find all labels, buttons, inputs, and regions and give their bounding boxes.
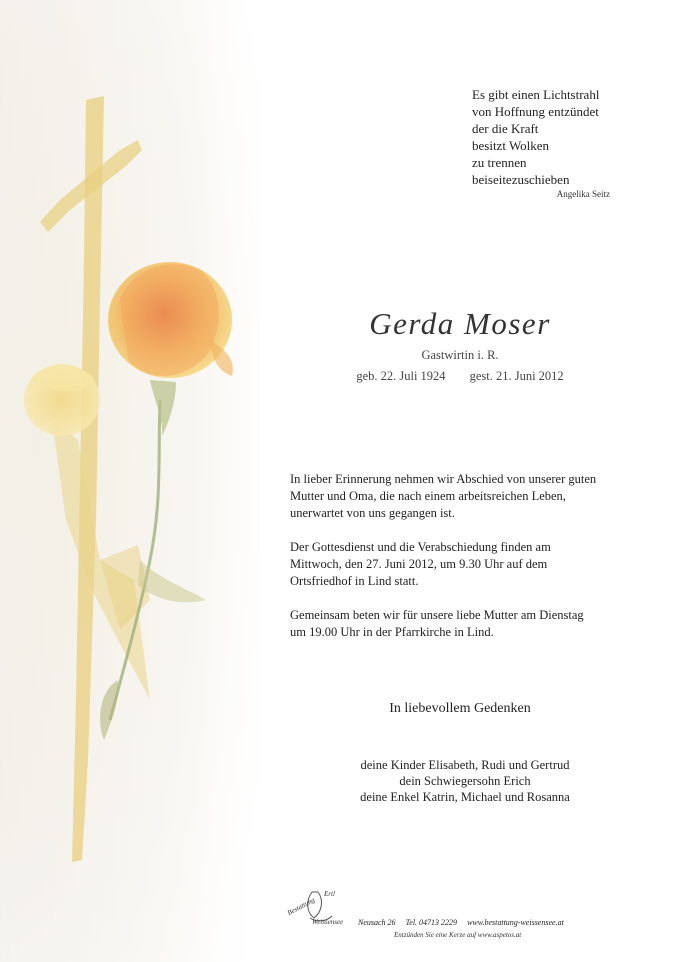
funeral-home-logo [282, 888, 372, 938]
service-paragraph [290, 539, 650, 590]
poem [472, 86, 662, 200]
family-line: dein Schwiegersohn Erich [399, 774, 531, 788]
text-line: Mutter und Oma, die nach einem arbeitsreichen Leben, [290, 489, 566, 503]
poem-line: besitzt Wolken [472, 138, 550, 153]
text-line: In lieber Erinnerung nehmen wir Abschied von unserer guten [290, 472, 597, 486]
logo-text: Bestattung [286, 895, 317, 918]
text-line: Ortsfriedhof in Lind statt. [290, 574, 419, 588]
announcement-text [290, 471, 650, 658]
deceased-name: Gerda Moser [369, 306, 551, 341]
family-line: deine Kinder Elisabeth, Rudi und Gertrud [360, 758, 570, 772]
announcement-paragraph [290, 471, 650, 522]
text-line: unerwartet von uns gegangen ist. [290, 506, 455, 520]
poem-line: Es gibt einen Lichtstrahl [472, 87, 600, 102]
funeral-home-footer [270, 888, 670, 948]
website-link[interactable]: www.bestattung-weissensee.at [467, 918, 564, 927]
family-list [300, 757, 630, 805]
logo-text: Weissensee [312, 918, 344, 926]
death-date: gest. 21. Juni 2012 [469, 369, 564, 383]
contact-line [358, 918, 572, 927]
text-line: Gemeinsam beten wir für unsere liebe Mutter am Dienstag [290, 608, 584, 622]
logo-name: Ertl [324, 890, 335, 898]
poem-line: beiseitezuschieben [472, 172, 570, 187]
birth-date: geb. 22. Juli 1924 [356, 369, 446, 383]
poem-line: von Hoffnung entzündet [472, 104, 599, 119]
poem-line: der die Kraft [472, 121, 539, 136]
family-line: deine Enkel Katrin, Michael und Rosanna [360, 790, 570, 804]
text-line: Mittwoch, den 27. Juni 2012, um 9.30 Uhr auf dem [290, 557, 548, 571]
poem-line: zu trennen [472, 155, 527, 170]
rose-cross-illustration [0, 0, 260, 962]
phone: Tel. 04713 2229 [405, 918, 458, 927]
deceased-title: Gastwirtin i. R. [421, 348, 499, 362]
poem-author: Angelika Seitz [556, 189, 610, 199]
text-line: um 19.00 Uhr in der Pfarrkirche in Lind. [290, 625, 494, 639]
closing-phrase: In liebevollem Gedenken [389, 701, 531, 716]
text-line: Der Gottesdienst und die Verabschiedung finden am [290, 540, 551, 554]
candle-note[interactable]: Entzünden Sie eine Kerze auf www.aspetos.at [394, 931, 522, 939]
prayer-paragraph [290, 607, 650, 641]
life-dates [300, 369, 620, 384]
address: Neusach 26 [358, 918, 396, 927]
